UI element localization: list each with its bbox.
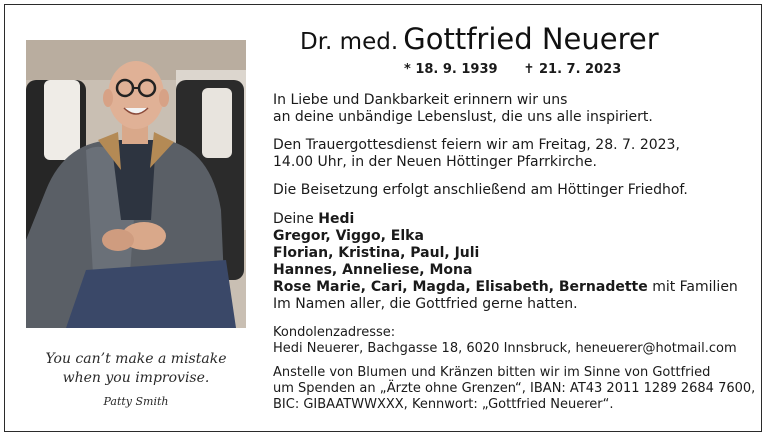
deceased-name [300, 22, 740, 56]
donation-block [273, 365, 755, 413]
quote [26, 350, 246, 388]
mourner-line: Hannes, Anneliese, Mona [273, 262, 473, 278]
condolence-block [273, 325, 737, 357]
name-prefix: Dr. med. [300, 29, 399, 55]
death-date: ✝ 21. 7. 2023 [523, 62, 622, 77]
mourner-name: Hedi [318, 211, 355, 227]
remembrance-line: In Liebe und Dankbarkeit erinnern wir uns [273, 92, 568, 108]
remembrance-line: an deine unbändige Lebenslust, die uns alle inspiriert. [273, 109, 653, 125]
mourner-line [273, 211, 738, 228]
burial-text: Die Beisetzung erfolgt anschließend am Höttinger Friedhof. [273, 182, 688, 198]
mourners-list [273, 211, 738, 313]
mourner-line [273, 279, 738, 296]
remembrance-text [273, 92, 653, 126]
donation-line: BIC: GIBAATWWXXX, Kennwort: „Gottfried Neuerer“. [273, 397, 614, 412]
quote-line-2: when you improvise. [62, 370, 210, 386]
service-line: 14.00 Uhr, in der Neuen Höttinger Pfarrkirche. [273, 154, 597, 170]
mourner-suffix: mit Familien [647, 279, 738, 295]
full-name: Gottfried Neuerer [403, 22, 659, 56]
quote-author: Patty Smith [103, 395, 169, 408]
mourner-line: Gregor, Viggo, Elka [273, 228, 424, 244]
mourner-line: Florian, Kristina, Paul, Juli [273, 245, 480, 261]
donation-line: um Spenden an „Ärzte ohne Grenzen“, IBAN: AT43 2011 1289 2684 7600, [273, 381, 756, 396]
donation-line: Anstelle von Blumen und Kränzen bitten wir im Sinne von Gottfried [273, 365, 711, 380]
service-text [273, 137, 680, 171]
life-dates [404, 62, 621, 77]
mourner-closing: Im Namen aller, die Gottfried gerne hatten. [273, 296, 578, 312]
portrait-photo [26, 40, 246, 328]
service-line: Den Trauergottesdienst feiern wir am Freitag, 28. 7. 2023, [273, 137, 680, 153]
condolence-address: Hedi Neuerer, Bachgasse 18, 6020 Innsbruck, heneuerer@hotmail.com [273, 341, 737, 356]
quote-line-1: You can’t make a mistake [45, 351, 227, 367]
mourner-names: Rose Marie, Cari, Magda, Elisabeth, Bernadette [273, 279, 648, 295]
condolence-label: Kondolenzadresse: [273, 325, 396, 340]
birth-date: * 18. 9. 1939 [404, 62, 498, 77]
mourner-intro: Deine [273, 211, 314, 227]
